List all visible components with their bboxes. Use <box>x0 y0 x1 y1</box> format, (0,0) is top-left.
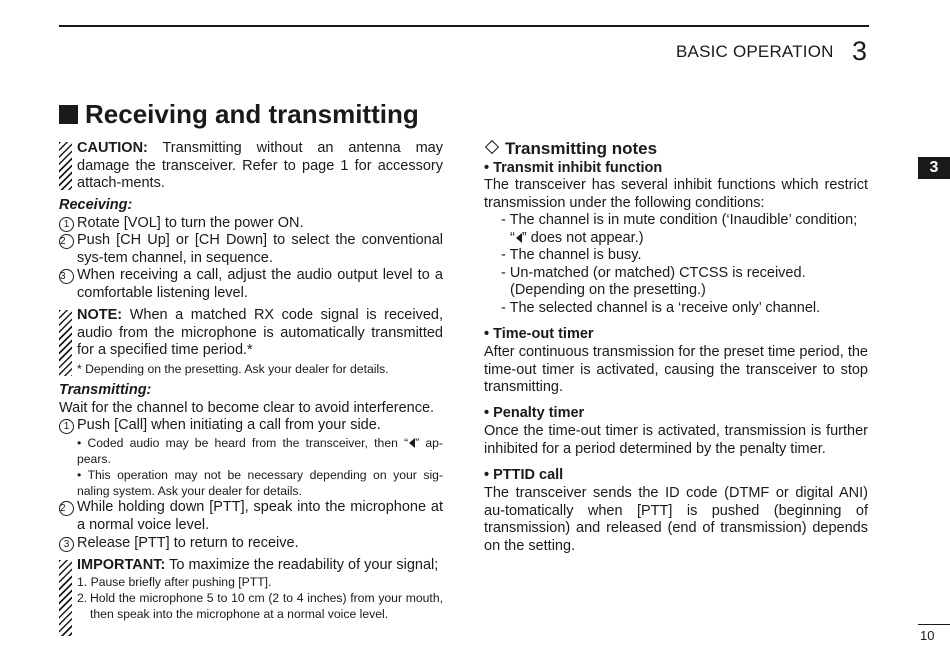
important-hatch-icon <box>59 560 72 636</box>
condition-1a: - The channel is in mute condition (‘Inaudible’ condition; <box>501 212 858 228</box>
condition-1b <box>510 230 644 248</box>
bullet-text: • Coded audio may be heard from the transceiver, then “ <box>77 436 409 450</box>
important-block <box>77 557 443 575</box>
chapter-number: 3 <box>852 36 868 66</box>
condition-text: “ <box>510 230 515 246</box>
step-number: 3 <box>59 537 74 552</box>
pttid-text: The transceiver sends the ID code (DTMF or digital ANI) au-tomatically when [PTT] is pushed (beginning of transmission) and released (end of transmission) depends on the setting. <box>484 485 868 554</box>
caution-hatch-icon <box>59 142 72 190</box>
tx-bullet-1 <box>77 435 443 467</box>
caution-label: CAUTION: <box>77 140 148 156</box>
important-label: IMPORTANT: <box>77 557 166 573</box>
inhibit-heading: • Transmit inhibit function <box>484 160 663 176</box>
pttid-heading: • PTTID call <box>484 467 564 483</box>
note-hatch-icon <box>59 310 72 376</box>
receiving-step-1 <box>59 215 443 233</box>
step-text: While holding down [PTT], speak into the microphone at a normal voice level. <box>77 499 443 533</box>
transmitting-heading: Transmitting: <box>59 382 152 398</box>
diamond-icon <box>485 140 499 154</box>
penalty-heading: • Penalty timer <box>484 405 585 421</box>
chapter-tab: 3 <box>918 157 950 179</box>
caution-block <box>77 140 443 193</box>
step-text: Push [CH Up] or [CH Down] to select the conventional sys-tem channel, in sequence. <box>77 232 443 266</box>
transmitting-step-3 <box>59 535 443 553</box>
receiving-step-2 <box>59 232 443 267</box>
important-item-1 <box>77 574 443 590</box>
note-text: When a matched RX code signal is received, audio from the microphone is automatically transmitted for a specified time period.* <box>77 307 443 359</box>
important-text: To maximize the readability of your signal; <box>169 557 439 573</box>
speaker-icon <box>409 438 415 448</box>
page-number: 10 <box>920 628 935 643</box>
header-rule <box>59 25 869 27</box>
timeout-text: After continuous transmission for the preset time period, the time-out timer is activated, causing the transceiver to stop transmitting. <box>484 344 868 396</box>
transmitting-step-1 <box>59 417 443 435</box>
step-text: Rotate [VOL] to turn the power ON. <box>77 215 304 231</box>
important-item-2 <box>77 590 443 622</box>
note-block <box>77 307 443 360</box>
transmitting-notes-heading <box>484 139 657 159</box>
item-number: 1. <box>77 575 88 589</box>
condition-3a: - Un-matched (or matched) CTCSS is received. <box>501 265 806 281</box>
step-text: Push [Call] when initiating a call from your side. <box>77 417 381 433</box>
condition-3b: (Depending on the presetting.) <box>510 282 706 298</box>
step-number: 1 <box>59 419 74 434</box>
note-label: NOTE: <box>77 307 123 323</box>
page-title-text: Receiving and transmitting <box>85 99 419 129</box>
transmitting-step-2 <box>59 499 443 534</box>
caution-text: Transmitting without an antenna may damage the transceiver. Refer to page 1 for accessory attach-ments. <box>77 140 443 192</box>
square-bullet-icon <box>59 105 78 124</box>
step-number: 3 <box>59 269 74 284</box>
section-header: BASIC OPERATION <box>676 42 834 61</box>
condition-4: - The selected channel is a ‘receive only’ channel. <box>501 300 821 316</box>
receiving-step-3 <box>59 267 443 302</box>
step-number: 2 <box>59 501 74 516</box>
receiving-heading: Receiving: <box>59 197 133 213</box>
heading-text: Transmitting notes <box>505 139 658 158</box>
note-footnote: * Depending on the presetting. Ask your dealer for details. <box>77 362 389 376</box>
speaker-icon <box>516 233 522 243</box>
step-text: Release [PTT] to return to receive. <box>77 535 299 551</box>
condition-text-end: ” does not appear.) <box>521 230 644 246</box>
footer-rule <box>918 624 950 625</box>
tx-bullet-2 <box>77 467 443 499</box>
page-title <box>59 99 419 130</box>
bullet-text: • This operation may not be necessary depending on your sig-naling system. Ask your dealer for details. <box>77 468 443 498</box>
item-number: 2. <box>77 591 88 605</box>
item-text: Hold the microphone 5 to 10 cm (2 to 4 inches) from your mouth, then speak into the microphone at a normal voice level. <box>90 591 443 621</box>
bullet-text-end: ” ap-pears. <box>77 436 443 466</box>
step-number: 2 <box>59 234 74 249</box>
inhibit-text: The transceiver has several inhibit functions which restrict transmission under the following conditions: <box>484 177 868 211</box>
step-text: When receiving a call, adjust the audio output level to a comfortable listening level. <box>77 267 443 301</box>
condition-2: - The channel is busy. <box>501 247 642 263</box>
penalty-text: Once the time-out timer is activated, transmission is further inhibited for a period determined by the penalty timer. <box>484 423 868 457</box>
step-number: 1 <box>59 217 74 232</box>
item-text: Pause briefly after pushing [PTT]. <box>90 575 272 589</box>
transmitting-intro: Wait for the channel to become clear to avoid interference. <box>59 400 435 416</box>
timeout-heading: • Time-out timer <box>484 326 594 342</box>
